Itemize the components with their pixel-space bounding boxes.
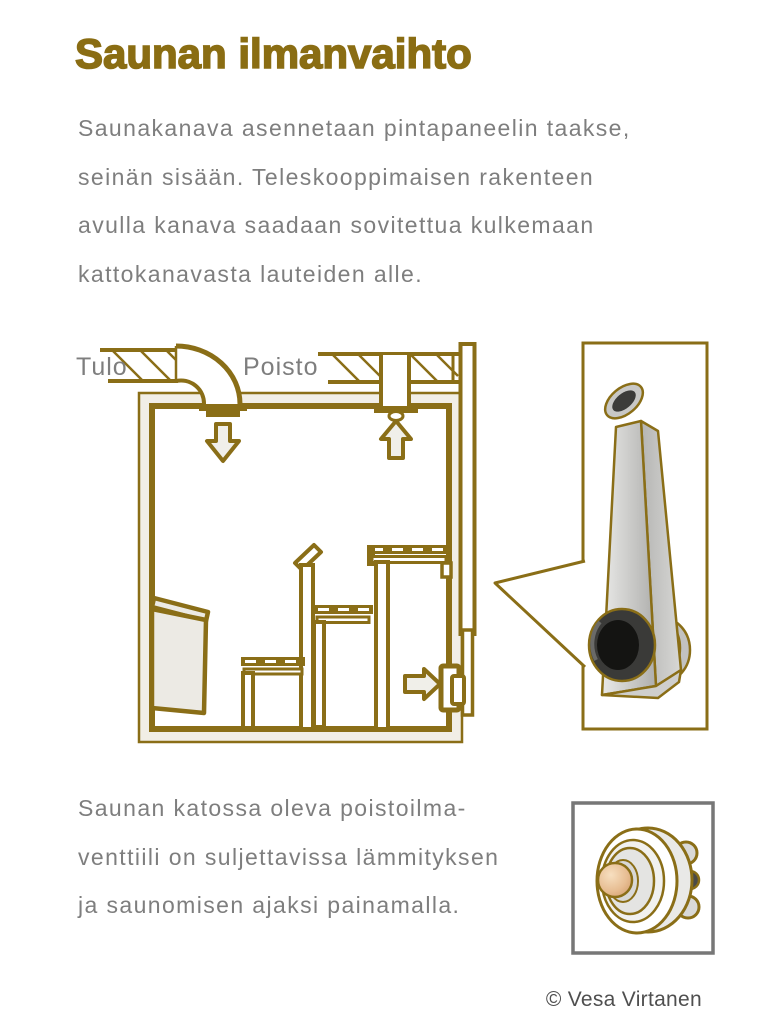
wall-channel [461,344,475,715]
outro-paragraph [78,784,499,930]
intro-line: seinän sisään. Teleskooppimaisen rakenteen [78,163,595,190]
label-exhaust-air: Poisto [243,353,319,381]
label-supply-air: Tulo [76,353,128,381]
copyright-text: © Vesa Virtanen [545,988,702,1011]
exhaust-valve-3d-box [573,803,713,953]
wall-vent [441,666,464,710]
exhaust-valve-3d-image [597,828,699,933]
intro-line: avulla kanava saadaan sovitettua kulkemaan [78,212,595,238]
intro-line: kattokanavasta lauteiden alle. [78,260,424,287]
outro-line: ja saunomisen ajaksi painamalla. [78,892,461,918]
outro-line: venttiili on suljettavissa lämmityksen [78,843,500,870]
intro-line: Saunakanava asennetaan pintapaneelin taakse, [78,115,631,141]
outro-line: Saunan katossa oleva poistoilma- [78,795,467,821]
sauna-heater [152,598,208,713]
supply-diffuser [199,404,247,411]
page-title: Saunan ilmanvaihto [75,30,472,77]
valve-push-knob [598,863,632,897]
exhaust-duct [374,355,418,421]
callout-pointer [495,561,585,667]
